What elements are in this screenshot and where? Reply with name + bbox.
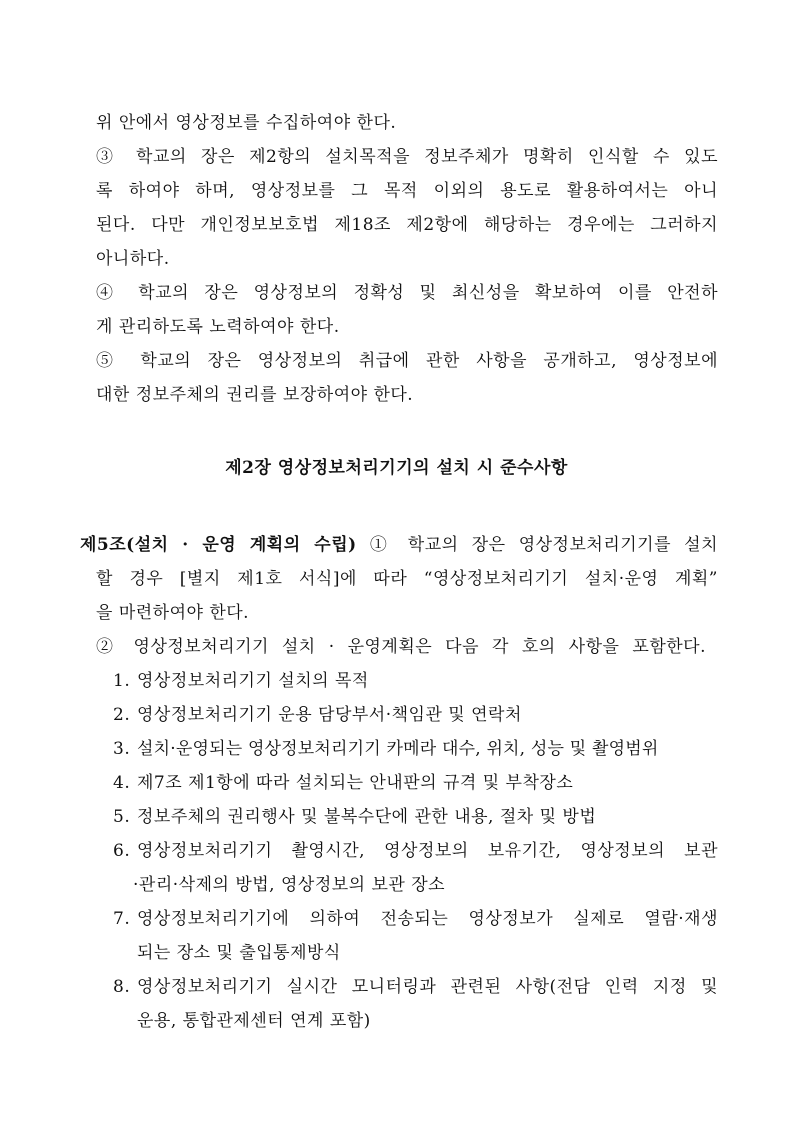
list-item-5 xyxy=(113,806,596,828)
paragraph-3-line-3: 된다. 다만 개인정보보호법 제18조 제2항에 해당하는 경우에는 그러하지 xyxy=(96,215,718,235)
continued-text-line: 위 안에서 영상정보를 수집하여야 한다. xyxy=(96,113,397,133)
article-5-paragraph-2: ② 영상정보처리기기 설치 · 운영계획은 다음 각 호의 사항을 포함한다. xyxy=(96,637,706,657)
list-item-text: 제7조 제1항에 따라 설치되는 안내판의 규격 및 부착장소 xyxy=(137,773,574,793)
list-item-7-line-1: 영상정보처리기기에 의하여 전송되는 영상정보가 실제로 열람·재생 xyxy=(137,909,718,929)
paragraph-5-line-2: 대한 정보주체의 권리를 보장하여야 한다. xyxy=(96,385,414,405)
list-item-8-line-2: 운용, 통합관제센터 연계 포함) xyxy=(137,1011,371,1031)
paragraph-3-line-2: 록 하여야 하며, 영상정보를 그 목적 이외의 용도로 활용하여서는 아니 xyxy=(96,181,718,201)
paragraph-3-line-1: ③ 학교의 장은 제2항의 설치목적을 정보주체가 명확히 인식할 수 있도 xyxy=(96,147,718,167)
list-item-2 xyxy=(113,704,522,726)
list-item-text: 영상정보처리기기 설치의 목적 xyxy=(137,671,369,691)
list-item-text: 정보주체의 권리행사 및 불복수단에 관한 내용, 절차 및 방법 xyxy=(137,807,597,827)
list-item-number: 2. xyxy=(113,705,131,725)
paragraph-4-line-1: ④ 학교의 장은 영상정보의 정확성 및 최신성을 확보하여 이를 안전하 xyxy=(96,283,718,303)
list-item-1 xyxy=(113,670,369,692)
paragraph-5-line-1: ⑤ 학교의 장은 영상정보의 취급에 관한 사항을 공개하고, 영상정보에 xyxy=(96,351,718,371)
chapter-heading: 제2장 영상정보처리기기의 설치 시 준수사항 xyxy=(225,458,568,478)
article-5-paragraph-1-line-2: 할 경우 [별지 제1호 서식]에 따라 “영상정보처리기기 설치·운영 계획” xyxy=(96,569,718,589)
list-item-6 xyxy=(113,840,137,862)
list-item-6-line-2: ·관리·삭제의 방법, 영상정보의 보관 장소 xyxy=(133,875,446,895)
list-item-text: 설치·운영되는 영상정보처리기기 카메라 대수, 위치, 성능 및 촬영범위 xyxy=(137,739,659,759)
article-5-paragraph-1-line-3: 을 마련하여야 한다. xyxy=(96,603,250,623)
list-item-7-line-2: 되는 장소 및 출입통제방식 xyxy=(137,943,341,963)
article-5-first-line xyxy=(80,534,718,556)
article-5-paragraph-1-start: ① 학교의 장은 영상정보처리기기를 설치 xyxy=(369,535,719,555)
article-5-title: 제5조(설치 · 운영 계획의 수립) xyxy=(80,535,357,555)
list-item-7 xyxy=(113,908,137,930)
list-item-number: 7. xyxy=(113,909,131,929)
paragraph-3-line-4: 아니하다. xyxy=(96,249,170,269)
list-item-number: 3. xyxy=(113,739,131,759)
list-item-8 xyxy=(113,976,137,998)
list-item-number: 8. xyxy=(113,977,131,997)
list-item-3 xyxy=(113,738,723,760)
list-item-number: 4. xyxy=(113,773,131,793)
paragraph-4-line-2: 게 관리하도록 노력하여야 한다. xyxy=(96,317,340,337)
list-item-8-line-1: 영상정보처리기기 실시간 모니터링과 관련된 사항(전담 인력 지정 및 xyxy=(137,977,718,997)
list-item-number: 1. xyxy=(113,671,131,691)
list-item-6-line-1: 영상정보처리기기 촬영시간, 영상정보의 보유기간, 영상정보의 보관 xyxy=(137,841,718,861)
list-item-text: 영상정보처리기기 운용 담당부서·책임관 및 연락처 xyxy=(137,705,522,725)
list-item-number: 5. xyxy=(113,807,131,827)
list-item-4 xyxy=(113,772,573,794)
list-item-number: 6. xyxy=(113,841,131,861)
